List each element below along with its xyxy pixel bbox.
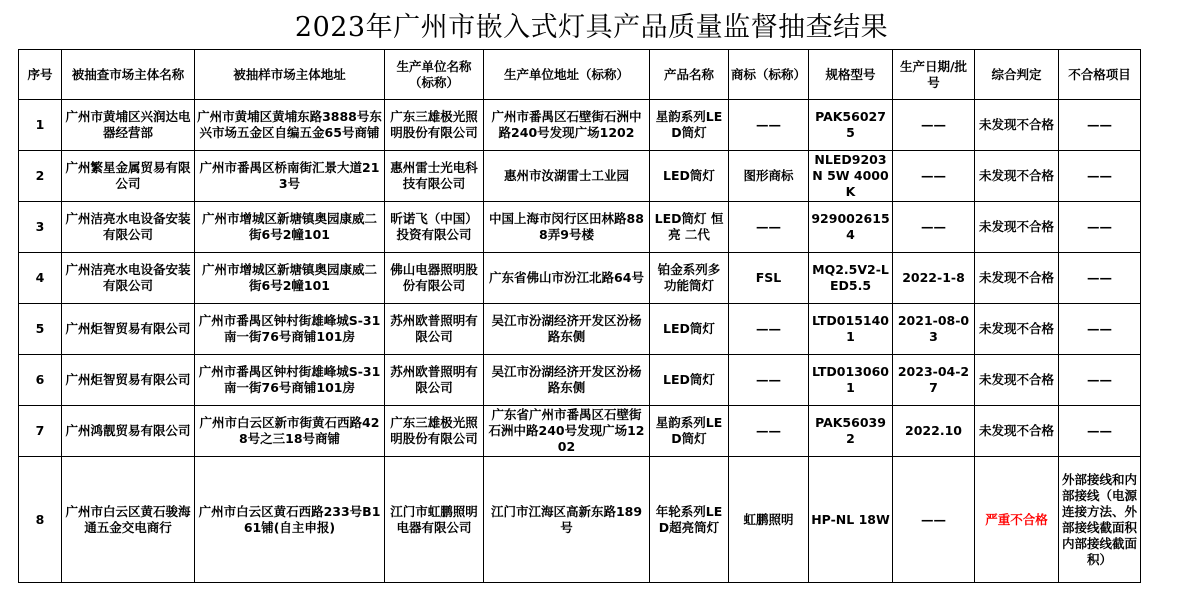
header-manufacturer: 生产单位名称（标称） [385,50,484,100]
cell-model: PAK560275 [809,100,893,151]
cell-judgement: 未发现不合格 [975,100,1059,151]
cell-date-batch: 2022.10 [893,406,975,457]
cell-text: 广州市番禺区钟村街雄峰城S-31南一街76号商铺101房 [198,313,381,344]
cell-manufacturer [385,202,484,253]
cell-serial: 4 [19,253,62,304]
cell-entity-address [195,304,385,355]
cell-model: LTD0151401 [809,304,893,355]
cell-entity-name: 广州洁亮水电设备安装有限公司 [62,202,195,253]
cell-manufacturer-address [484,253,650,304]
header-product: 产品名称 [650,50,729,100]
table-row [19,406,1141,457]
cell-entity-name: 广州市白云区黄石骏海通五金交电商行 [62,457,195,583]
header-judgement: 综合判定 [975,50,1059,100]
cell-manufacturer-address [484,202,650,253]
cell-manufacturer-address [484,304,650,355]
cell-text: 苏州欧普照明有限公司 [390,313,478,344]
cell-judgement: 未发现不合格 [975,406,1059,457]
cell-date-batch: 2022-1-8 [893,253,975,304]
cell-manufacturer [385,100,484,151]
table-row [19,202,1141,253]
cell-entity-address [195,100,385,151]
table-row [19,100,1141,151]
cell-manufacturer [385,253,484,304]
cell-manufacturer [385,151,484,202]
cell-text: 惠州雷士光电科技有限公司 [390,160,478,191]
cell-entity-name: 广州炬智贸易有限公司 [62,304,195,355]
cell-text: 广东省广州市番禺区石壁街石洲中路240号发现广场1202 [488,407,645,454]
table-row [19,355,1141,406]
cell-serial: 1 [19,100,62,151]
header-failed-items: 不合格项目 [1059,50,1141,100]
cell-serial: 6 [19,355,62,406]
cell-entity-address [195,151,385,202]
cell-manufacturer [385,355,484,406]
cell-trademark: —— [729,100,809,151]
cell-text: 昕诺飞（中国）投资有限公司 [390,211,478,242]
cell-serial: 7 [19,406,62,457]
cell-text: 广东三雄极光照明股份有限公司 [390,415,478,446]
header-serial: 序号 [19,50,62,100]
cell-text: 佛山电器照明股份有限公司 [390,262,478,293]
cell-entity-name: 广州洁亮水电设备安装有限公司 [62,253,195,304]
cell-text: 铂金系列多功能筒灯 [657,262,721,293]
cell-text: 惠州市汝湖雷士工业园 [503,168,629,183]
cell-trademark: —— [729,202,809,253]
header-entity-address: 被抽样市场主体地址 [195,50,385,100]
cell-manufacturer-address: 江门市江海区高新东路189号 [484,457,650,583]
cell-failed-items: —— [1059,202,1141,253]
header-entity-name: 被抽查市场主体名称 [62,50,195,100]
cell-product [650,253,729,304]
cell-text: 中国上海市闵行区田林路888弄9号楼 [489,211,644,242]
cell-text: 广州市增城区新塘镇奥园康威二街6号2幢101 [201,211,377,242]
cell-text: 广州市番禺区石壁街石洲中路240号发现广场1202 [491,109,642,140]
table-row [19,457,1141,583]
cell-product: 年轮系列LED超亮筒灯 [650,457,729,583]
cell-model: HP-NL 18W [809,457,893,583]
table-row [19,304,1141,355]
cell-text: 吴江市汾湖经济开发区汾杨路东侧 [491,364,642,395]
cell-failed-items: —— [1059,304,1141,355]
cell-failed-items: —— [1059,355,1141,406]
cell-judgement: 未发现不合格 [975,253,1059,304]
cell-date-batch: —— [893,457,975,583]
cell-judgement: 未发现不合格 [975,304,1059,355]
cell-entity-name: 广州鸿靓贸易有限公司 [62,406,195,457]
cell-judgement-fail: 严重不合格 [975,457,1059,583]
cell-failed-items: —— [1059,406,1141,457]
cell-trademark: —— [729,406,809,457]
cell-entity-address [195,355,385,406]
cell-entity-address [195,406,385,457]
cell-judgement: 未发现不合格 [975,151,1059,202]
cell-text: 广东三雄极光照明股份有限公司 [390,109,478,140]
results-table [18,49,1141,583]
cell-failed-items: —— [1059,151,1141,202]
cell-manufacturer [385,406,484,457]
cell-entity-address [195,253,385,304]
header-date-batch: 生产日期/批号 [893,50,975,100]
cell-entity-name: 广州炬智贸易有限公司 [62,355,195,406]
cell-manufacturer-address [484,151,650,202]
cell-model: NLED9203N 5W 4000K [809,151,893,202]
cell-entity-name: 广州市黄埔区兴润达电器经营部 [62,100,195,151]
cell-serial: 8 [19,457,62,583]
table-row [19,151,1141,202]
cell-product: LED筒灯 [650,355,729,406]
cell-serial: 2 [19,151,62,202]
table-row [19,253,1141,304]
cell-manufacturer: 江门市虹鹏照明电器有限公司 [385,457,484,583]
cell-text: 广州市番禺区桥南街汇景大道213号 [199,160,380,191]
cell-model: PAK560392 [809,406,893,457]
cell-model: LTD0130601 [809,355,893,406]
cell-entity-address [195,202,385,253]
page-title: 2023年广州市嵌入式灯具产品质量监督抽查结果 [294,12,889,43]
cell-date-batch: 2023-04-27 [893,355,975,406]
cell-judgement: 未发现不合格 [975,202,1059,253]
cell-date-batch: —— [893,100,975,151]
cell-product: LED筒灯 [650,151,729,202]
header-model: 规格型号 [809,50,893,100]
cell-model: 9290026154 [809,202,893,253]
cell-text: 吴江市汾湖经济开发区汾杨路东侧 [491,313,642,344]
cell-model: MQ2.5V2-LED5.5 [809,253,893,304]
cell-text: 广州市增城区新塘镇奥园康威二街6号2幢101 [201,262,377,293]
cell-manufacturer-address [484,100,650,151]
cell-failed-items: —— [1059,253,1141,304]
cell-trademark: 图形商标 [729,151,809,202]
cell-date-batch: 2021-08-03 [893,304,975,355]
header-trademark: 商标（标称） [729,50,809,100]
cell-serial: 5 [19,304,62,355]
cell-product: 星韵系列LED筒灯 [650,406,729,457]
cell-failed-items: —— [1059,100,1141,151]
cell-judgement: 未发现不合格 [975,355,1059,406]
cell-trademark: FSL [729,253,809,304]
cell-manufacturer-address [484,355,650,406]
cell-product: LED筒灯 恒亮 二代 [650,202,729,253]
header-manufacturer-address: 生产单位地址（标称） [484,50,650,100]
cell-text: 广州市番禺区钟村街雄峰城S-31南一街76号商铺101房 [198,364,381,395]
cell-trademark: 虹鹏照明 [729,457,809,583]
table-header-row [19,50,1141,100]
cell-failed-items: 外部接线和内部接线（电源连接方法、外部接线截面积内部接线截面积） [1059,457,1141,583]
cell-date-batch: —— [893,202,975,253]
cell-date-batch: —— [893,151,975,202]
cell-trademark: —— [729,304,809,355]
cell-text: 苏州欧普照明有限公司 [390,364,478,395]
cell-serial: 3 [19,202,62,253]
cell-product: 星韵系列LED筒灯 [650,100,729,151]
cell-entity-address: 广州市白云区黄石西路233号B161铺(自主申报) [195,457,385,583]
cell-manufacturer-address [484,406,650,457]
cell-manufacturer [385,304,484,355]
cell-text: 广东省佛山市汾江北路64号 [489,270,644,285]
cell-trademark: —— [729,355,809,406]
cell-text: 广州市白云区新市街黄石西路428号之三18号商铺 [199,415,380,446]
cell-text: 广州市黄埔区黄埔东路3888号东兴市场五金区自编五金65号商铺 [197,109,382,140]
cell-entity-name: 广州繁星金属贸易有限公司 [62,151,195,202]
cell-product: LED筒灯 [650,304,729,355]
